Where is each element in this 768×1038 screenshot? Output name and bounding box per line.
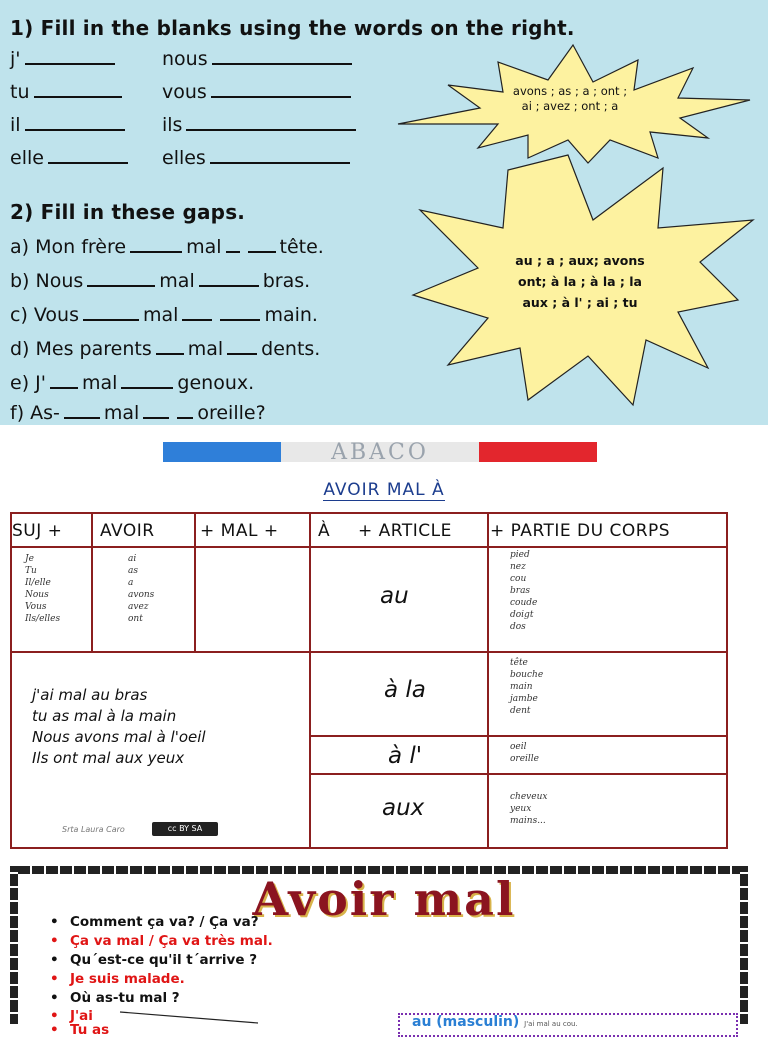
box-example: J'ai mal au cou.: [524, 1020, 578, 1028]
verb: avez: [128, 602, 149, 612]
body-part: bouche: [510, 670, 544, 680]
box-label: au (masculin): [412, 1014, 520, 1030]
bullet-icon: •: [50, 914, 59, 930]
sentence-part: mal: [186, 236, 222, 258]
body-part: yeux: [510, 804, 532, 814]
body-part: coude: [510, 598, 538, 608]
header-body-part: + PARTIE DU CORPS: [490, 521, 671, 541]
word-bank-line: ont; à la ; à la ; la: [518, 274, 642, 289]
sentence-part: c) Vous: [10, 304, 79, 326]
sentence-part: a) Mon frère: [10, 236, 127, 258]
exercise2-heading: 2) Fill in these gaps.: [10, 200, 246, 224]
body-part: oreille: [510, 754, 540, 764]
arrow-line: [120, 1008, 260, 1024]
blank-line: [162, 147, 350, 169]
blank[interactable]: [226, 250, 240, 253]
blank[interactable]: [199, 284, 259, 287]
blank-line: [10, 81, 122, 103]
blank[interactable]: [156, 352, 184, 355]
word-bank-line: aux ; à l' ; ai ; tu: [522, 295, 638, 310]
body-part: oeil: [510, 742, 527, 752]
bullet-icon: •: [50, 1022, 59, 1038]
sentence-part: dents.: [261, 338, 321, 360]
sentence-part: mal: [103, 402, 140, 424]
table-title-text: AVOIR MAL À: [323, 480, 445, 500]
license-badge: cc BY SA: [152, 822, 218, 836]
avoir-mal-poster: [0, 860, 768, 1038]
blank[interactable]: [64, 416, 100, 419]
sentence-part: genoux.: [177, 372, 255, 394]
bullet-item: [50, 952, 257, 968]
subject-list: [25, 553, 60, 625]
article-au: au: [380, 583, 409, 609]
gap-sentence: [10, 304, 318, 326]
bullet-icon: •: [50, 1008, 59, 1024]
pronoun-label: ils: [162, 114, 183, 136]
blank[interactable]: [130, 250, 182, 253]
header-article: + ARTICLE: [358, 521, 452, 541]
header-avoir: AVOIR: [100, 521, 155, 541]
body-part: nez: [510, 562, 526, 572]
bullet-icon: •: [50, 971, 59, 987]
sentence-part: d) Mes parents: [10, 338, 152, 360]
body-part: bras: [510, 586, 531, 596]
body-part: doigt: [510, 610, 534, 620]
sentence-part: f) As-: [10, 402, 60, 424]
body-part: tête: [510, 658, 528, 668]
blank-line: [162, 48, 352, 70]
word-bank-2: [480, 250, 680, 313]
subject: Il/elle: [25, 578, 51, 588]
sentence-part: main.: [264, 304, 318, 326]
word-bank-1: [470, 84, 670, 114]
sentence-part: bras.: [262, 270, 311, 292]
masculine-label: [412, 1014, 578, 1030]
example-sentences: [32, 685, 206, 769]
bullet-text: Comment ça va? / Ça va?: [70, 914, 259, 930]
blank-line: [10, 147, 128, 169]
blank[interactable]: [25, 62, 115, 65]
example-sentence: tu as mal à la main: [32, 707, 177, 725]
blank[interactable]: [210, 161, 350, 164]
author-signature: Srta Laura Caro: [62, 825, 125, 834]
gap-sentence: [10, 372, 254, 394]
example-sentence: Nous avons mal à l'oeil: [32, 728, 206, 746]
sentence-part: mal: [159, 270, 195, 292]
body-part: dos: [510, 622, 526, 632]
pronoun-label: elles: [162, 147, 206, 169]
body-part: dent: [510, 706, 531, 716]
verb: ai: [128, 554, 137, 564]
blank[interactable]: [50, 386, 78, 389]
gap-sentence: [10, 236, 324, 258]
blank[interactable]: [121, 386, 173, 389]
verb: avons: [128, 590, 155, 600]
body-parts-a-la: [510, 657, 543, 717]
blank[interactable]: [212, 62, 352, 65]
blank[interactable]: [87, 284, 155, 287]
bullet-icon: •: [50, 990, 59, 1006]
blank[interactable]: [143, 416, 169, 419]
article-aux: aux: [382, 795, 425, 821]
example-sentence: Ils ont mal aux yeux: [32, 749, 185, 767]
blank[interactable]: [211, 95, 351, 98]
blank[interactable]: [186, 128, 356, 131]
word-bank-line: au ; a ; aux; avons: [515, 253, 645, 268]
sentence-part: mal: [143, 304, 179, 326]
header-mal: + MAL +: [200, 521, 279, 541]
logo-text: ABACO: [331, 440, 429, 465]
sentence-part: e) J': [10, 372, 46, 394]
bullet-text: Tu as: [70, 1022, 110, 1038]
blank[interactable]: [177, 416, 193, 419]
bullet-text: J'ai: [70, 1008, 93, 1024]
pronoun-label: j': [10, 48, 21, 70]
bullet-text: Qu´est-ce qu'il t´arrive ?: [70, 952, 258, 968]
bullet-item: [50, 1022, 109, 1038]
body-part: cheveux: [510, 792, 548, 802]
gap-sentence: [10, 270, 310, 292]
verb: ont: [128, 614, 143, 624]
header-subject: SUJ +: [12, 521, 63, 541]
article-a-l: à l': [388, 743, 423, 769]
body-parts-a-l: [510, 741, 539, 765]
body-part: main: [510, 682, 533, 692]
exercise-panel: [0, 0, 768, 425]
verb: a: [128, 578, 134, 588]
bullet-text: Ça va mal / Ça va très mal.: [70, 933, 273, 949]
bullet-item: [50, 990, 180, 1006]
subject: Nous: [25, 590, 49, 600]
body-part: jambe: [510, 694, 538, 704]
blank-line: [10, 114, 125, 136]
blank[interactable]: [48, 161, 128, 164]
subject: Je: [25, 554, 34, 564]
gap-sentence: [10, 338, 320, 360]
blank[interactable]: [220, 318, 260, 321]
blank-line: [162, 81, 351, 103]
sentence-part: mal: [81, 372, 118, 394]
bullet-text: Je suis malade.: [70, 971, 185, 987]
bullet-item: [50, 933, 273, 949]
sentence-part: tête.: [279, 236, 324, 258]
bullet-item: [50, 971, 185, 987]
bullet-icon: •: [50, 952, 59, 968]
grammar-table-panel: [0, 425, 768, 860]
pronoun-label: vous: [162, 81, 207, 103]
verb: as: [128, 566, 138, 576]
subject: Tu: [25, 566, 37, 576]
subject: Ils/elles: [25, 614, 61, 624]
blank[interactable]: [227, 352, 257, 355]
word-bank-line: ai ; avez ; ont ; a: [521, 99, 619, 113]
body-part: cou: [510, 574, 527, 584]
body-part: pied: [510, 550, 530, 560]
body-parts-au: [510, 549, 537, 633]
sentence-part: b) Nous: [10, 270, 84, 292]
body-part: mains...: [510, 816, 546, 826]
bullet-text: Où as-tu mal ?: [70, 990, 180, 1006]
blank[interactable]: [182, 318, 212, 321]
blank[interactable]: [248, 250, 276, 253]
bullet-item: [50, 914, 259, 930]
pronoun-label: tu: [10, 81, 30, 103]
pronoun-label: nous: [162, 48, 208, 70]
subject: Vous: [25, 602, 47, 612]
blank[interactable]: [83, 318, 139, 321]
blank-line: [10, 48, 115, 70]
blank[interactable]: [34, 95, 122, 98]
header-a: À: [318, 521, 331, 541]
exercise1-heading: 1) Fill in the blanks using the words on the right.: [10, 16, 575, 40]
pronoun-label: elle: [10, 147, 44, 169]
example-sentence: j'ai mal au bras: [32, 686, 148, 704]
poster-title: Avoir mal: [252, 872, 516, 926]
word-bank-line: avons ; as ; a ; ont ;: [512, 84, 628, 98]
verb-list: [128, 553, 154, 625]
article-a-la: à la: [384, 677, 426, 703]
gap-sentence: [10, 402, 266, 424]
pronoun-label: il: [10, 114, 21, 136]
blank[interactable]: [25, 128, 125, 131]
blank-line: [162, 114, 356, 136]
sentence-part: mal: [187, 338, 224, 360]
body-parts-aux: [510, 791, 547, 827]
sentence-part: oreille?: [197, 402, 266, 424]
bullet-icon: •: [50, 933, 59, 949]
